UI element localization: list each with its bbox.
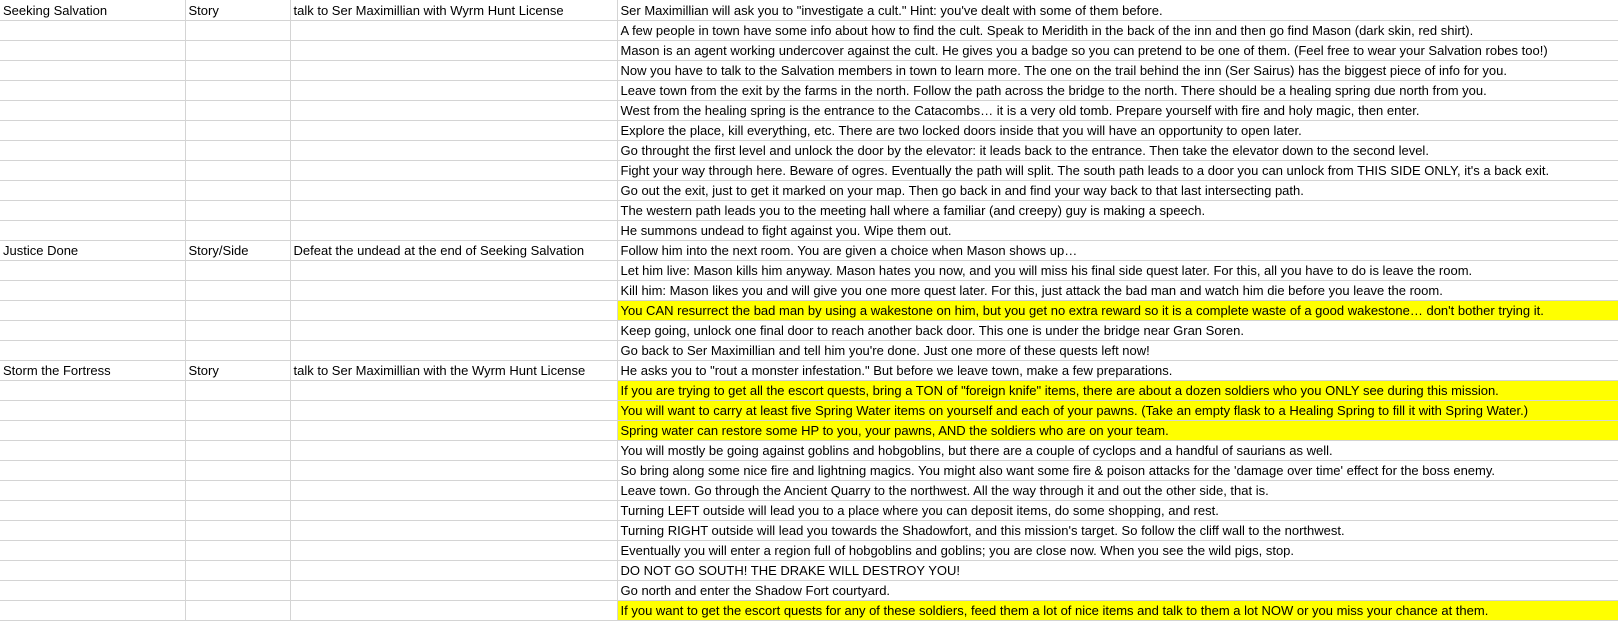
quest-notes-cell[interactable]: A few people in town have some info about how to find the cult. Speak to Meridith in the back of the inn and then go find Mason (dark skin, red shirt). <box>617 20 1618 40</box>
table-row <box>0 560 1618 580</box>
table-row <box>0 100 1618 120</box>
quest-type-cell[interactable] <box>185 300 290 320</box>
quest-type-cell[interactable] <box>185 280 290 300</box>
quest-type-cell[interactable] <box>185 420 290 440</box>
quest-notes-cell[interactable]: Eventually you will enter a region full of hobgoblins and goblins; you are close now. When you see the wild pigs, stop. <box>617 540 1618 560</box>
quest-requirement-cell[interactable] <box>290 140 617 160</box>
quest-name-cell[interactable] <box>0 400 185 420</box>
quest-requirement-cell[interactable] <box>290 500 617 520</box>
quest-notes-cell[interactable]: He summons undead to fight against you. Wipe them out. <box>617 220 1618 240</box>
quest-notes-cell[interactable]: Let him live: Mason kills him anyway. Mason hates you now, and you will miss his final side quest later. For this, all you have to do is leave the room. <box>617 260 1618 280</box>
table-row <box>0 260 1618 280</box>
table-row <box>0 420 1618 440</box>
quest-type-cell[interactable] <box>185 180 290 200</box>
quest-name-cell[interactable] <box>0 320 185 340</box>
quest-name-cell[interactable] <box>0 600 185 620</box>
quest-name-cell[interactable] <box>0 80 185 100</box>
table-row <box>0 40 1618 60</box>
quest-name-cell[interactable] <box>0 40 185 60</box>
quest-requirement-cell[interactable] <box>290 380 617 400</box>
table-row <box>0 540 1618 560</box>
quest-requirement-cell[interactable]: talk to Ser Maximillian with the Wyrm Hunt License <box>290 360 617 380</box>
quest-name-cell[interactable] <box>0 420 185 440</box>
table-row <box>0 580 1618 600</box>
quest-name-cell[interactable] <box>0 380 185 400</box>
quest-name-cell[interactable] <box>0 300 185 320</box>
quest-name-cell[interactable] <box>0 260 185 280</box>
table-row <box>0 240 1618 260</box>
quest-type-cell[interactable] <box>185 380 290 400</box>
quest-notes-cell[interactable]: If you want to get the escort quests for any of these soldiers, feed them a lot of nice items and talk to them a lot NOW or you miss your chance at them. <box>617 600 1618 620</box>
quest-name-cell[interactable] <box>0 20 185 40</box>
quest-name-cell[interactable] <box>0 180 185 200</box>
table-row <box>0 360 1618 380</box>
quest-type-cell[interactable]: Story <box>185 0 290 20</box>
quest-name-cell[interactable] <box>0 580 185 600</box>
quest-notes-cell[interactable]: Go back to Ser Maximillian and tell him you're done. Just one more of these quests left now! <box>617 340 1618 360</box>
quest-notes-cell[interactable]: The western path leads you to the meeting hall where a familiar (and creepy) guy is making a speech. <box>617 200 1618 220</box>
table-row <box>0 600 1618 620</box>
table-row <box>0 220 1618 240</box>
quest-notes-cell[interactable]: Mason is an agent working undercover against the cult. He gives you a badge so you can pretend to be one of them. (Feel free to wear your Salvation robes too!) <box>617 40 1618 60</box>
quest-name-cell[interactable] <box>0 220 185 240</box>
quest-type-cell[interactable] <box>185 540 290 560</box>
table-row <box>0 60 1618 80</box>
quest-notes-cell[interactable]: Go throught the first level and unlock the door by the elevator: it leads back to the entrance. Then take the elevator down to the second level. <box>617 140 1618 160</box>
quest-requirement-cell[interactable] <box>290 160 617 180</box>
quest-requirement-cell[interactable]: Defeat the undead at the end of Seeking Salvation <box>290 240 617 260</box>
quest-type-cell[interactable]: Story <box>185 360 290 380</box>
quest-name-cell[interactable] <box>0 500 185 520</box>
quest-requirement-cell[interactable] <box>290 400 617 420</box>
quest-requirement-cell[interactable] <box>290 220 617 240</box>
quest-type-cell[interactable] <box>185 440 290 460</box>
quest-requirement-cell[interactable] <box>290 440 617 460</box>
quest-requirement-cell[interactable] <box>290 560 617 580</box>
quest-type-cell[interactable] <box>185 560 290 580</box>
quest-requirement-cell[interactable] <box>290 120 617 140</box>
quest-notes-cell[interactable]: Turning RIGHT outside will lead you towards the Shadowfort, and this mission's target. So follow the cliff wall to the northwest. <box>617 520 1618 540</box>
quest-requirement-cell[interactable] <box>290 80 617 100</box>
quest-notes-cell[interactable]: You CAN resurrect the bad man by using a wakestone on him, but you get no extra reward so it is a complete waste of a good wakestone… don't bother trying it. <box>617 300 1618 320</box>
quest-type-cell[interactable] <box>185 120 290 140</box>
quest-name-cell[interactable] <box>0 120 185 140</box>
quest-name-cell[interactable]: Justice Done <box>0 240 185 260</box>
quest-type-cell[interactable] <box>185 20 290 40</box>
table-row <box>0 180 1618 200</box>
quest-type-cell[interactable] <box>185 480 290 500</box>
quest-name-cell[interactable] <box>0 160 185 180</box>
table-row <box>0 20 1618 40</box>
quest-notes-cell[interactable]: Leave town. Go through the Ancient Quarry to the northwest. All the way through it and out the other side, that is. <box>617 480 1618 500</box>
quest-notes-cell[interactable]: Leave town from the exit by the farms in the north. Follow the path across the bridge to the north. There should be a healing spring due north from you. <box>617 80 1618 100</box>
quest-type-cell[interactable] <box>185 320 290 340</box>
quest-requirement-cell[interactable] <box>290 200 617 220</box>
quest-requirement-cell[interactable] <box>290 280 617 300</box>
quest-requirement-cell[interactable] <box>290 480 617 500</box>
quest-type-cell[interactable] <box>185 60 290 80</box>
quest-requirement-cell[interactable] <box>290 60 617 80</box>
quest-requirement-cell[interactable] <box>290 600 617 620</box>
quest-name-cell[interactable] <box>0 440 185 460</box>
quest-type-cell[interactable] <box>185 340 290 360</box>
quest-name-cell[interactable] <box>0 60 185 80</box>
quest-name-cell[interactable] <box>0 560 185 580</box>
quest-name-cell[interactable] <box>0 520 185 540</box>
table-row <box>0 440 1618 460</box>
quest-requirement-cell[interactable] <box>290 260 617 280</box>
quest-type-cell[interactable] <box>185 460 290 480</box>
quest-type-cell[interactable] <box>185 160 290 180</box>
quest-name-cell[interactable]: Seeking Salvation <box>0 0 185 20</box>
quest-notes-cell[interactable]: Go out the exit, just to get it marked on your map. Then go back in and find your way back to that last intersecting path. <box>617 180 1618 200</box>
quest-notes-cell[interactable]: DO NOT GO SOUTH! THE DRAKE WILL DESTROY YOU! <box>617 560 1618 580</box>
table-row <box>0 400 1618 420</box>
table-row <box>0 80 1618 100</box>
table-row <box>0 520 1618 540</box>
table-row <box>0 380 1618 400</box>
quest-requirement-cell[interactable] <box>290 520 617 540</box>
table-row <box>0 140 1618 160</box>
table-row <box>0 460 1618 480</box>
quest-type-cell[interactable] <box>185 80 290 100</box>
quest-notes-cell[interactable]: You will want to carry at least five Spring Water items on yourself and each of your pawns. (Take an empty flask to a Healing Spring to fill it with Spring Water.) <box>617 400 1618 420</box>
quest-notes-cell[interactable]: Fight your way through here. Beware of ogres. Eventually the path will split. The south path leads to a door you can unlock from THIS SIDE ONLY, it's a back exit. <box>617 160 1618 180</box>
quest-type-cell[interactable] <box>185 220 290 240</box>
quest-requirement-cell[interactable] <box>290 540 617 560</box>
quest-notes-cell[interactable]: Ser Maximillian will ask you to "investigate a cult." Hint: you've dealt with some of them before. <box>617 0 1618 20</box>
quest-name-cell[interactable] <box>0 280 185 300</box>
quest-type-cell[interactable] <box>185 520 290 540</box>
table-row <box>0 480 1618 500</box>
table-row <box>0 200 1618 220</box>
quest-type-cell[interactable] <box>185 500 290 520</box>
quest-name-cell[interactable] <box>0 140 185 160</box>
quest-notes-cell[interactable]: Turning LEFT outside will lead you to a place where you can deposit items, do some shopping, and rest. <box>617 500 1618 520</box>
quest-requirement-cell[interactable] <box>290 180 617 200</box>
quest-name-cell[interactable] <box>0 540 185 560</box>
quest-type-cell[interactable] <box>185 580 290 600</box>
quest-type-cell[interactable] <box>185 260 290 280</box>
quest-name-cell[interactable] <box>0 460 185 480</box>
quest-name-cell[interactable] <box>0 340 185 360</box>
quest-type-cell[interactable] <box>185 40 290 60</box>
table-row <box>0 340 1618 360</box>
quest-notes-cell[interactable]: West from the healing spring is the entrance to the Catacombs… it is a very old tomb. Prepare yourself with fire and holy magic, then enter. <box>617 100 1618 120</box>
quest-notes-cell[interactable]: He asks you to "rout a monster infestation." But before we leave town, make a few preparations. <box>617 360 1618 380</box>
quest-name-cell[interactable]: Storm the Fortress <box>0 360 185 380</box>
quest-notes-cell[interactable]: Spring water can restore some HP to you, your pawns, AND the soldiers who are on your team. <box>617 420 1618 440</box>
table-row <box>0 300 1618 320</box>
table-row <box>0 0 1618 20</box>
quest-type-cell[interactable] <box>185 200 290 220</box>
quest-requirement-cell[interactable] <box>290 100 617 120</box>
quest-type-cell[interactable] <box>185 400 290 420</box>
quest-type-cell[interactable] <box>185 140 290 160</box>
quest-type-cell[interactable] <box>185 600 290 620</box>
quest-requirement-cell[interactable] <box>290 20 617 40</box>
quest-requirement-cell[interactable] <box>290 40 617 60</box>
quest-type-cell[interactable]: Story/Side <box>185 240 290 260</box>
quest-notes-cell[interactable]: Go north and enter the Shadow Fort courtyard. <box>617 580 1618 600</box>
quest-name-cell[interactable] <box>0 480 185 500</box>
table-row <box>0 500 1618 520</box>
table-row <box>0 280 1618 300</box>
quest-notes-cell[interactable]: Kill him: Mason likes you and will give you one more quest later. For this, just attack the bad man and watch him die before you leave the room. <box>617 280 1618 300</box>
table-row <box>0 160 1618 180</box>
table-row <box>0 120 1618 140</box>
quest-notes-cell[interactable]: Now you have to talk to the Salvation members in town to learn more. The one on the trail behind the inn (Ser Sairus) has the biggest piece of info for you. <box>617 60 1618 80</box>
quest-notes-cell[interactable]: Explore the place, kill everything, etc. There are two locked doors inside that you will have an opportunity to open later. <box>617 120 1618 140</box>
table-row <box>0 320 1618 340</box>
quest-requirement-cell[interactable] <box>290 320 617 340</box>
quest-notes-cell[interactable]: So bring along some nice fire and lightning magics. You might also want some fire & poison attacks for the 'damage over time' effect for the boss enemy. <box>617 460 1618 480</box>
quest-requirement-cell[interactable]: talk to Ser Maximillian with Wyrm Hunt License <box>290 0 617 20</box>
quest-requirement-cell[interactable] <box>290 300 617 320</box>
quest-requirement-cell[interactable] <box>290 580 617 600</box>
quest-requirement-cell[interactable] <box>290 420 617 440</box>
quest-type-cell[interactable] <box>185 100 290 120</box>
quest-name-cell[interactable] <box>0 200 185 220</box>
quest-notes-cell[interactable]: Keep going, unlock one final door to reach another back door. This one is under the bridge near Gran Soren. <box>617 320 1618 340</box>
quest-notes-cell[interactable]: You will mostly be going against goblins and hobgoblins, but there are a couple of cyclops and a handful of saurians as well. <box>617 440 1618 460</box>
quest-notes-cell[interactable]: Follow him into the next room. You are given a choice when Mason shows up… <box>617 240 1618 260</box>
quest-requirement-cell[interactable] <box>290 340 617 360</box>
quest-requirement-cell[interactable] <box>290 460 617 480</box>
quest-name-cell[interactable] <box>0 100 185 120</box>
quest-notes-cell[interactable]: If you are trying to get all the escort quests, bring a TON of "foreign knife" items, there are about a dozen soldiers who you ONLY see during this mission. <box>617 380 1618 400</box>
